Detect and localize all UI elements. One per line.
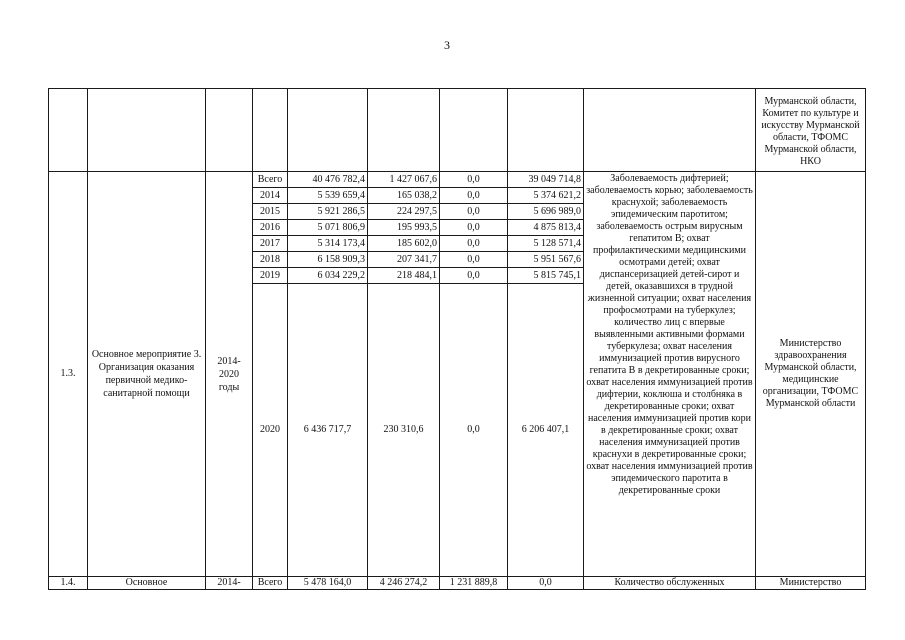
other-cell: 0,0 <box>440 220 508 236</box>
regional-cell: 4 875 813,4 <box>508 220 584 236</box>
other-cell: 0,0 <box>440 172 508 188</box>
federal-cell: 207 341,7 <box>368 252 440 268</box>
federal-cell: 224 297,5 <box>368 204 440 220</box>
year-cell: 2019 <box>253 268 288 284</box>
item-responsible: Министерство <box>756 577 866 590</box>
total-cell: 5 071 806,9 <box>288 220 368 236</box>
other-cell: 1 231 889,8 <box>440 577 508 590</box>
total-cell: 5 314 173,4 <box>288 236 368 252</box>
federal-cell: 185 602,0 <box>368 236 440 252</box>
regional-cell: 5 815 745,1 <box>508 268 584 284</box>
year-cell: Всего <box>253 172 288 188</box>
item-name: Основное мероприятие 3. Организация оказания первичной медико-санитарной помощи <box>88 172 206 577</box>
item-period: 2014- <box>206 577 253 590</box>
other-cell: 0,0 <box>440 204 508 220</box>
regional-cell: 5 696 989,0 <box>508 204 584 220</box>
year-cell: 2018 <box>253 252 288 268</box>
page-number: 3 <box>444 38 450 52</box>
table-row <box>49 577 866 590</box>
program-table <box>48 88 866 590</box>
table-row <box>49 172 866 188</box>
cell-empty <box>584 89 756 172</box>
other-cell: 0,0 <box>440 236 508 252</box>
cell-empty <box>253 89 288 172</box>
federal-cell: 218 484,1 <box>368 268 440 284</box>
item-number: 1.3. <box>49 172 88 577</box>
item-indicators: Заболеваемость дифтерией; заболеваемость корью; заболеваемость краснухой; заболеваемость эпидемическим паротитом; заболеваемость острым вирусным гепатитом В; охват профилактическими медицинскими осмотрами детей; охват диспансеризацией детей-сирот и детей, оказавшихся в трудной жизненной ситуации; охват населения профосмотрами на туберкулез; количество лиц с впервые выявленными активными формами туберкулеза; охват населения иммунизацией против вирусного гепатита В в декретированные сроки; охват населения иммунизацией против дифтерии, коклюша и столбняка в декретированные сроки; охват населения иммунизацией против кори в декретированные сроки; охват населения иммунизацией против краснухи в декретированные сроки; охват населения иммунизацией против эпидемического паротита в декретированные сроки <box>584 172 756 577</box>
cell-empty <box>49 89 88 172</box>
regional-cell: 5 951 567,6 <box>508 252 584 268</box>
year-cell: Всего <box>253 577 288 590</box>
other-cell: 0,0 <box>440 284 508 577</box>
item-number: 1.4. <box>49 577 88 590</box>
item-period: 2014-2020 годы <box>206 172 253 577</box>
federal-cell: 195 993,5 <box>368 220 440 236</box>
regional-cell: 5 374 621,2 <box>508 188 584 204</box>
regional-cell: 0,0 <box>508 577 584 590</box>
regional-cell: 39 049 714,8 <box>508 172 584 188</box>
cell-empty <box>288 89 368 172</box>
year-cell: 2016 <box>253 220 288 236</box>
total-cell: 6 034 229,2 <box>288 268 368 284</box>
cell-empty <box>88 89 206 172</box>
total-cell: 6 158 909,3 <box>288 252 368 268</box>
total-cell: 5 478 164,0 <box>288 577 368 590</box>
year-cell: 2015 <box>253 204 288 220</box>
item-responsible: Министерство здравоохранения Мурманской области, медицинские организации, ТФОМС Мурманской области <box>756 172 866 577</box>
cell-empty <box>508 89 584 172</box>
cell-empty <box>368 89 440 172</box>
continuation-responsible: Мурманской области, Комитет по культуре и искусству Мурманской области, ТФОМС Мурманской области, НКО <box>756 89 866 172</box>
year-cell: 2014 <box>253 188 288 204</box>
total-cell: 5 539 659,4 <box>288 188 368 204</box>
total-cell: 5 921 286,5 <box>288 204 368 220</box>
regional-cell: 5 128 571,4 <box>508 236 584 252</box>
federal-cell: 1 427 067,6 <box>368 172 440 188</box>
year-cell: 2020 <box>253 284 288 577</box>
other-cell: 0,0 <box>440 252 508 268</box>
federal-cell: 165 038,2 <box>368 188 440 204</box>
cell-empty <box>206 89 253 172</box>
continuation-row <box>49 89 866 172</box>
other-cell: 0,0 <box>440 188 508 204</box>
total-cell: 40 476 782,4 <box>288 172 368 188</box>
total-cell: 6 436 717,7 <box>288 284 368 577</box>
item-name: Основное <box>88 577 206 590</box>
year-cell: 2017 <box>253 236 288 252</box>
item-indicators: Количество обслуженных <box>584 577 756 590</box>
other-cell: 0,0 <box>440 268 508 284</box>
regional-cell: 6 206 407,1 <box>508 284 584 577</box>
cell-empty <box>440 89 508 172</box>
federal-cell: 230 310,6 <box>368 284 440 577</box>
federal-cell: 4 246 274,2 <box>368 577 440 590</box>
